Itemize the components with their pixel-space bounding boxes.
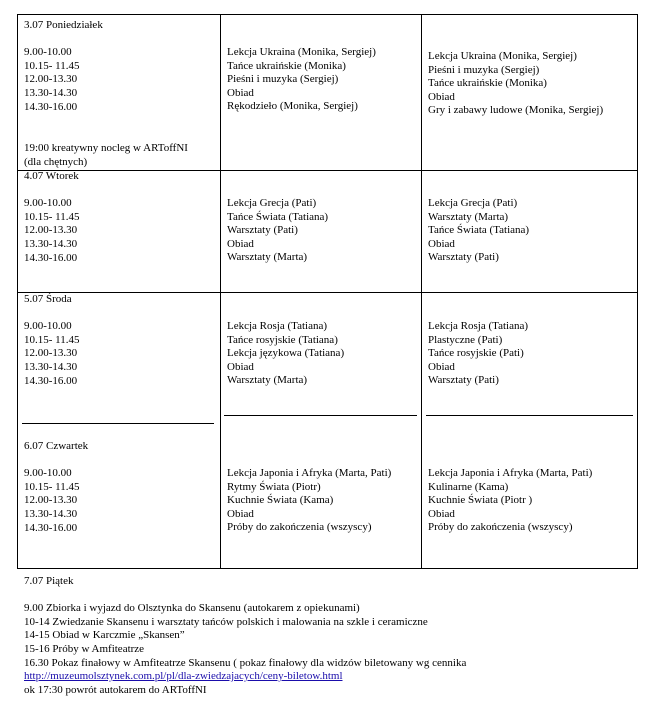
activity: Lekcja Rosja (Tatiana) [227,320,328,332]
friday-line: 16.30 Pokaz finałowy w Amfiteatrze Skansenu ( pokaz finałowy dla widzów biletowany wg cennika [24,656,467,669]
day-wednesday-group1 [227,320,344,388]
time-slot: 14.30-16.00 [24,374,78,387]
time-slot: 12.00-13.30 [24,494,78,507]
activity: Lekcja Grecja (Pati) [227,197,317,209]
day-monday-schedule [24,19,103,114]
activity: Warsztaty (Marta) [227,251,308,264]
day-thursday-group1 [227,467,391,535]
activity: Lekcja Ukraina (Monika, Sergiej) [428,50,577,62]
time-slot: 9.00-10.00 [24,467,72,480]
time-slot: 13.30-14.30 [24,507,78,520]
activity: Próby do zakończenia (wszyscy) [428,521,573,534]
activity: Próby do zakończenia (wszyscy) [227,521,372,534]
day-thursday-group2 [428,467,592,535]
activity: Obiad [428,507,455,520]
activity: Tańce rosyjskie (Tatiana) [227,333,338,346]
time-slot: 14.30-16.00 [24,251,78,264]
day-friday-section [24,575,466,697]
activity: Lekcja Japonia i Afryka (Marta, Pati) [227,467,392,479]
activity: Kuchnie Świata (Kama) [227,494,334,507]
activity: Lekcja Ukraina (Monika, Sergiej) [227,46,376,58]
activity: Kuchnie Świata (Piotr ) [428,494,533,507]
time-slot: 12.00-13.30 [24,224,78,237]
time-slot: 13.30-14.30 [24,237,78,250]
activity: Tańce Świata (Tatiana) [428,224,530,237]
activity: Obiad [227,360,254,373]
activity: Tańce rosyjskie (Pati) [428,347,524,360]
time-slot: 10.15- 11.45 [24,210,80,223]
activity: Warsztaty (Pati) [428,374,499,387]
activity: Pieśni i muzyka (Sergiej) [428,63,540,76]
friday-line: 14-15 Obiad w Karczmie „Skansen” [24,629,185,642]
activity: Gry i zabawy ludowe (Monika, Sergiej) [428,104,604,117]
activity: Warsztaty (Marta) [227,374,308,387]
day-header: 5.07 Środa [24,293,72,305]
time-slot: 13.30-14.30 [24,360,78,373]
activity: Obiad [428,360,455,373]
friday-line: 15-16 Próby w Amfiteatrze [24,642,145,655]
activity: Lekcja językowa (Tatiana) [227,347,345,360]
note-line: 19:00 kreatywny nocleg w ARToffNI [24,142,188,154]
activity: Tańce ukraińskie (Monika) [227,59,346,72]
ticket-prices-link[interactable]: http://muzeumolsztynek.com.pl/pl/dla-zwiedzajacych/ceny-biletow.html [24,670,343,683]
time-slot: 10.15- 11.45 [24,59,80,72]
day-thursday-schedule [24,440,88,535]
activity: Rękodzieło (Monika, Sergiej) [227,100,358,113]
row-divider-partial [22,423,214,424]
activity: Warsztaty (Marta) [428,210,509,223]
activity: Tańce ukraińskie (Monika) [428,77,547,90]
day-header: 6.07 Czwartek [24,440,89,452]
time-slot: 13.30-14.30 [24,86,78,99]
activity: Lekcja Grecja (Pati) [428,197,518,209]
activity: Tańce Świata (Tatiana) [227,210,329,223]
time-slot: 9.00-10.00 [24,320,72,333]
day-header: 3.07 Poniedziałek [24,19,103,31]
time-slot: 12.00-13.30 [24,347,78,360]
activity: Lekcja Japonia i Afryka (Marta, Pati) [428,467,593,479]
friday-line: 9.00 Zbiorka i wyjazd do Olsztynka do Skansenu (autokarem z opiekunami) [24,602,360,615]
row-divider-partial [426,415,633,416]
time-slot: 9.00-10.00 [24,46,72,59]
activity: Obiad [227,86,254,99]
friday-line: 10-14 Zwiedzanie Skansenu i warsztaty tańców polskich i malowania na szkle i ceramiczne [24,615,428,628]
day-monday-group2 [428,50,603,118]
friday-line: ok 17:30 powrót autokarem do ARToffNI [24,683,207,696]
activity: Pieśni i muzyka (Sergiej) [227,73,339,86]
day-tuesday-group1 [227,197,328,265]
time-slot: 10.15- 11.45 [24,333,80,346]
time-slot: 10.15- 11.45 [24,480,80,493]
day-header: 7.07 Piątek [24,575,74,587]
activity: Warsztaty (Pati) [428,251,499,264]
row-divider [18,170,637,171]
day-monday-note [24,142,188,169]
day-header: 4.07 Wtorek [24,170,79,182]
activity: Obiad [227,237,254,250]
day-wednesday-group2 [428,320,528,388]
activity: Obiad [428,237,455,250]
time-slot: 12.00-13.30 [24,73,78,86]
activity: Kulinarne (Kama) [428,480,509,493]
row-divider-partial [224,415,417,416]
note-line: (dla chętnych) [24,155,88,168]
row-divider [18,292,637,293]
time-slot: 14.30-16.00 [24,521,78,534]
day-tuesday-group2 [428,197,529,265]
activity: Plastyczne (Pati) [428,333,503,346]
activity: Obiad [428,90,455,103]
day-wednesday-schedule [24,293,80,388]
time-slot: 14.30-16.00 [24,100,78,113]
activity: Lekcja Rosja (Tatiana) [428,320,529,332]
day-tuesday-schedule [24,170,80,265]
activity: Warsztaty (Pati) [227,224,298,237]
time-slot: 9.00-10.00 [24,197,72,210]
day-monday-group1 [227,46,376,114]
activity: Obiad [227,507,254,520]
activity: Rytmy Świata (Piotr) [227,480,321,493]
